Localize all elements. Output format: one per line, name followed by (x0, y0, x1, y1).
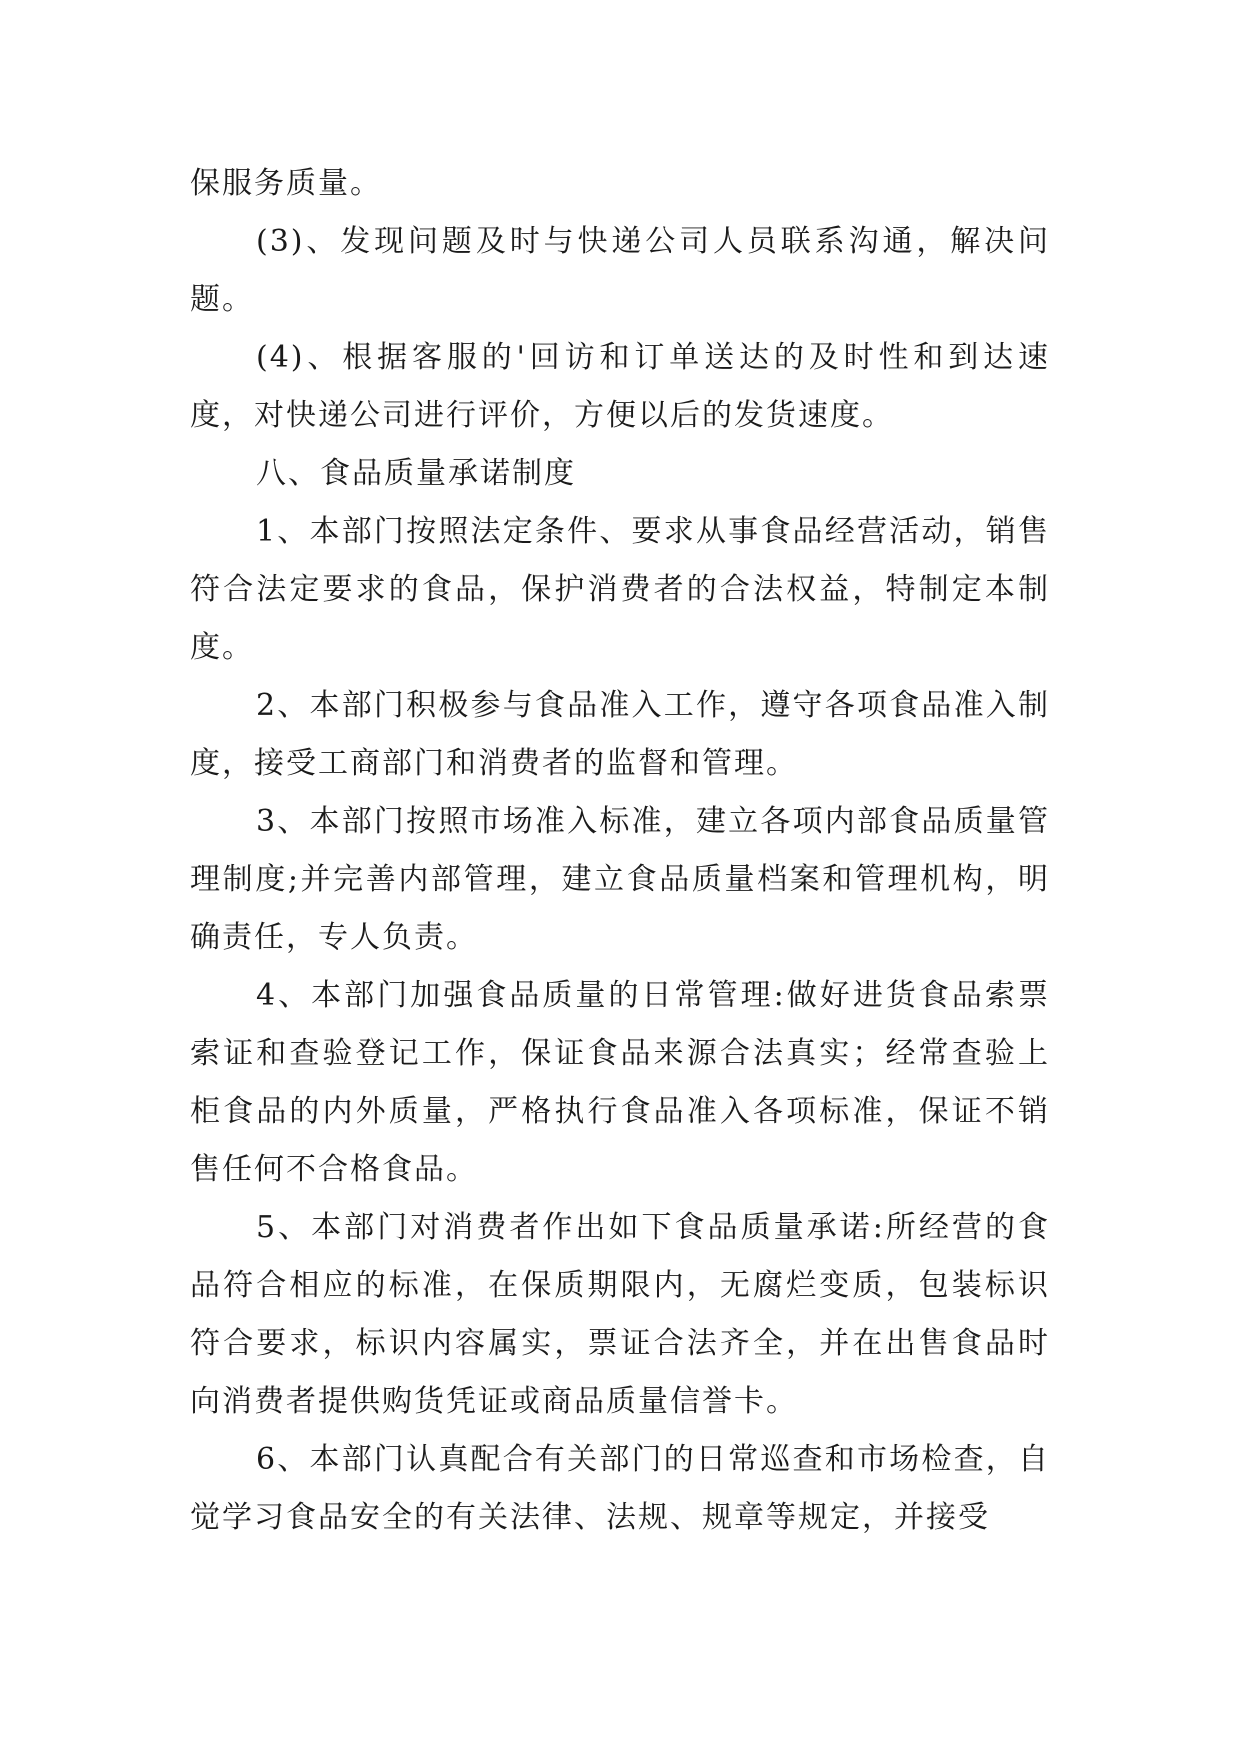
paragraph-clause-2: 2、本部门积极参与食品准入工作，遵守各项食品准入制度，接受工商部门和消费者的监督和管理。 (190, 688, 1050, 781)
paragraph-clause-6: 6、本部门认真配合有关部门的日常巡查和市场检查，自觉学习食品安全的有关法律、法规、规章等规定，并接受 (190, 1442, 1050, 1535)
paragraph-clause-3: 3、本部门按照市场准入标准，建立各项内部食品质量管理制度;并完善内部管理，建立食品质量档案和管理机构，明确责任，专人负责。 (190, 804, 1050, 955)
section-heading: 八、食品质量承诺制度 (256, 456, 576, 491)
paragraph-clause-4: 4、本部门加强食品质量的日常管理:做好进货食品索票索证和查验登记工作，保证食品来源合法真实；经常查验上柜食品的内外质量，严格执行食品准入各项标准，保证不销售任何不合格食品。 (190, 978, 1050, 1187)
paragraph-continuation: 保服务质量。 (190, 166, 382, 201)
paragraph-clause-5: 5、本部门对消费者作出如下食品质量承诺:所经营的食品符合相应的标准，在保质期限内，无腐烂变质，包装标识符合要求，标识内容属实，票证合法齐全，并在出售食品时向消费者提供购货凭证或商品质量信誉卡。 (190, 1210, 1050, 1419)
paragraph-item-4: (4)、根据客服的'回访和订单送达的及时性和到达速度，对快递公司进行评价，方便以后的发货速度。 (190, 340, 1050, 433)
paragraph-clause-1: 1、本部门按照法定条件、要求从事食品经营活动，销售符合法定要求的食品，保护消费者的合法权益，特制定本制度。 (190, 514, 1050, 665)
document-body (190, 155, 1050, 1547)
paragraph-item-3: (3)、发现问题及时与快递公司人员联系沟通，解决问题。 (190, 224, 1050, 317)
